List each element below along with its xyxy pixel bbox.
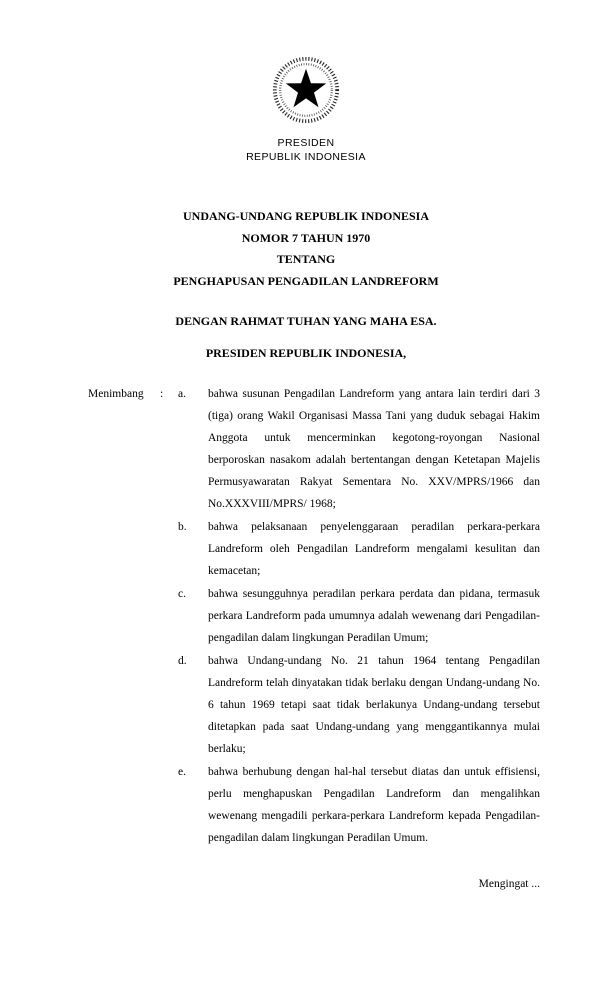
spacer (160, 516, 178, 583)
agency-line-1: PRESIDEN (277, 137, 335, 149)
considering-item-text: bahwa sesungguhnya peradilan perkara perdata dan pidana, termasuk perkara Landreform pada umumnya adalah wewenang dari Pengadilan-pengadilan dalam lingkungan Peradilan Umum; (208, 588, 540, 644)
spacer (88, 583, 160, 650)
considering-section (88, 383, 540, 850)
considering-item-text: bahwa Undang-undang No. 21 tahun 1964 tentang Pengadilan Landreform telah dinyatakan tidak berlaku dengan Undang-undang No. 6 tahun 1969 tetapi saat tidak berlakunya Undang-undang tersebut ditetapkan pada saat Undang-undang yang menggantikannya mulai berlaku; (208, 655, 540, 755)
spacer (88, 516, 160, 583)
considering-item-letter: c. (178, 588, 186, 600)
agency-line-2: REPUBLIK INDONESIA (246, 151, 366, 163)
law-title-line-2: NOMOR 7 TAHUN 1970 (241, 230, 371, 245)
grace-line: DENGAN RAHMAT TUHAN YANG MAHA ESA. (175, 314, 437, 328)
considering-item-letter: d. (178, 655, 187, 667)
considering-item-text: bahwa pelaksanaan penyelenggaraan peradilan perkara-perkara Landreform oleh Pengadilan Landreform mengalami kesulitan dan kemacetan; (208, 521, 540, 577)
law-title-line-4: PENGHAPUSAN PENGADILAN LANDREFORM (173, 273, 439, 288)
spacer (160, 761, 178, 850)
law-title-line-3: TENTANG (276, 252, 336, 266)
spacer (88, 650, 160, 761)
law-title-line-1: UNDANG-UNDANG REPUBLIK INDONESIA (182, 209, 430, 223)
considering-separator: : (160, 388, 164, 400)
considering-item-letter: e. (178, 766, 186, 778)
considering-item-letter: b. (178, 521, 187, 533)
president-line: PRESIDEN REPUBLIK INDONESIA, (205, 346, 407, 360)
spacer (160, 650, 178, 761)
considering-label: Menimbang (88, 388, 144, 400)
presidential-seal (0, 0, 612, 133)
considering-item-letter: a. (178, 388, 186, 400)
star-emblem-icon (268, 52, 344, 128)
law-title-block (0, 206, 612, 292)
page-continuation-marker: Mengingat ... (478, 878, 540, 890)
spacer (160, 583, 178, 650)
spacer (88, 761, 160, 850)
considering-item-text: bahwa susunan Pengadilan Landreform yang antara lain terdiri dari 3 (tiga) orang Wakil Organisasi Massa Tani yang duduk sebagai Hakim Anggota untuk mencerminkan kegotong-royongan Nasional berporoskan nasakom adalah bertentangan dengan Ketetapan Majelis Permusyawaratan Rakyat Sementara No. XXV/MPRS/1966 dan No.XXXVIII/MPRS/ 1968; (208, 388, 540, 510)
agency-name (0, 136, 612, 164)
considering-item-text: bahwa berhubung dengan hal-hal tersebut diatas dan untuk effisiensi, perlu menghapuskan Pengadilan Landreform dan mengalihkan wewenang mengadili perkara-perkara Landreform kepada Pengadilan-pengadilan dalam lingkungan Peradilan Umum. (208, 766, 540, 844)
